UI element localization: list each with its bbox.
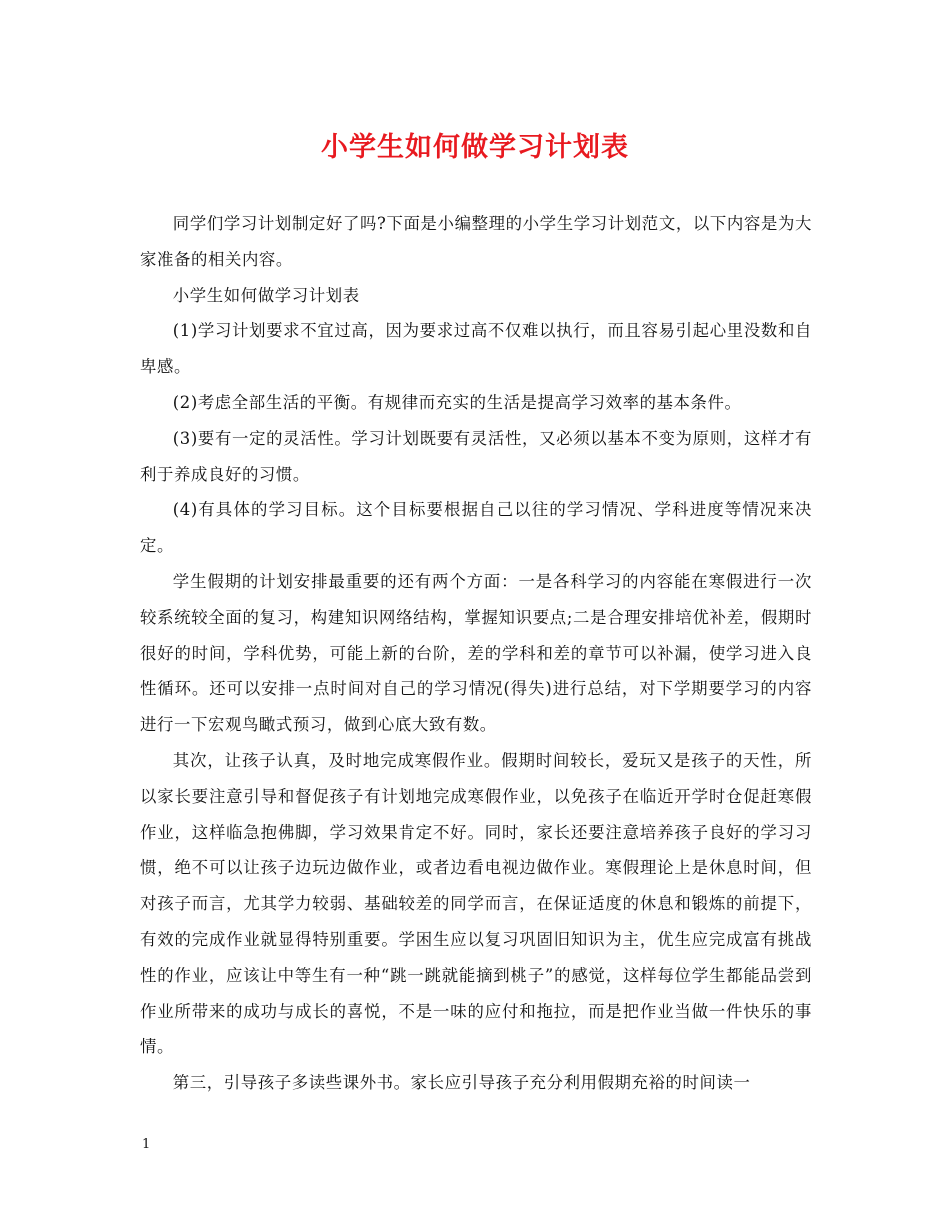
reading-paragraph: 第三，引导孩子多读些课外书。家长应引导孩子充分利用假期充裕的时间读一 <box>172 1073 751 1093</box>
holiday-plan-paragraph: 学生假期的计划安排最重要的还有两个方面：一是各科学习的内容能在寒假进行一次较系统较全面的复习，构建知识网络结构，掌握知识要点;二是合理安排培优补差，假期时很好的时间，学科优势，可能上新的台阶，差的学科和差的章节可以补漏，使学习进入良性循环。还可以安排一点时间对自己的学习情况(得失)进行总结，对下学期要学习的内容进行一下宏观鸟瞰式预习，做到心底大致有数。 <box>140 571 812 735</box>
intro-paragraph: 同学们学习计划制定好了吗?下面是小编整理的小学生学习计划范文，以下内容是为大家准备的相关内容。 <box>140 214 812 269</box>
point-3-paragraph: (3)要有一定的灵活性。学习计划既要有灵活性，又必须以基本不变为原则，这样才有利于养成良好的习惯。 <box>140 428 812 484</box>
subheading-paragraph: 小学生如何做学习计划表 <box>172 285 360 305</box>
point-4-paragraph: (4)有具体的学习目标。这个目标要根据自己以往的学习情况、学科进度等情况来决定。 <box>140 500 812 556</box>
document-body <box>140 206 812 1101</box>
point-1-paragraph: (1)学习计划要求不宜过高，因为要求过高不仅难以执行，而且容易引起心里没数和自卑感。 <box>140 321 812 377</box>
point-2-paragraph: (2)考虑全部生活的平衡。有规律而充实的生活是提高学习效率的基本条件。 <box>172 392 742 412</box>
page-number: 1 <box>142 1137 151 1152</box>
homework-paragraph: 其次，让孩子认真，及时地完成寒假作业。假期时间较长，爱玩又是孩子的天性，所以家长要注意引导和督促孩子有计划地完成寒假作业，以免孩子在临近开学时仓促赶寒假作业，这样临急抱佛脚，学习效果肯定不好。同时，家长还要注意培养孩子良好的学习习惯，绝不可以让孩子边玩边做作业，或者边看电视边做作业。寒假理论上是休息时间，但对孩子而言，尤其学力较弱、基础较差的同学而言，在保证适度的休息和锻炼的前提下，有效的完成作业就显得特别重要。学困生应以复习巩固旧知识为主，优生应完成富有挑战性的作业，应该让中等生有一种“跳一跳就能摘到桃子”的感觉，这样每位学生都能品尝到作业所带来的成功与成长的喜悦，不是一味的应付和拖拉，而是把作业当做一件快乐的事情。 <box>140 750 812 1057</box>
document-title: 小学生如何做学习计划表 <box>321 132 629 163</box>
